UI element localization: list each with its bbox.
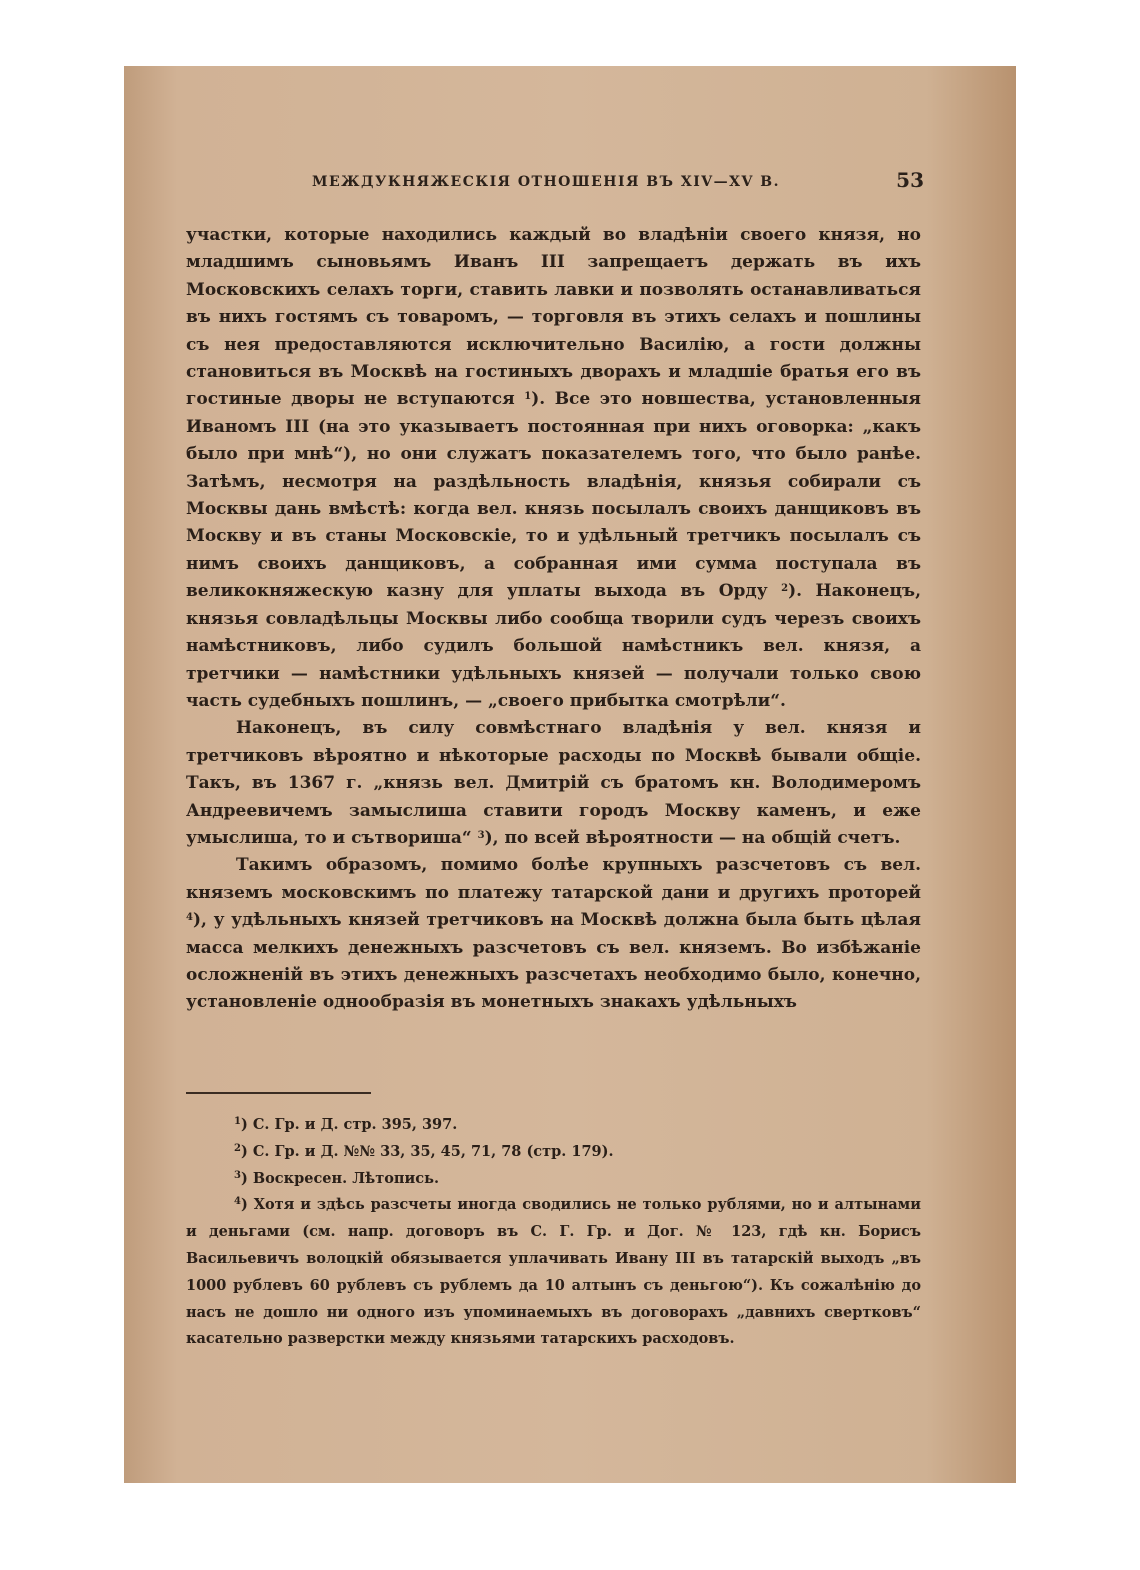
main-text — [186, 222, 921, 1017]
text-segment: ), у удѣльныхъ князей третчиковъ на Москвѣ должна была быть цѣлая масса мелкихъ денежныхъ разсчетовъ съ вел. княземъ. Во избѣжаніе осложненій въ этихъ денежныхъ разсчетахъ необходимо было, конечно, установленіе однообразія въ монетныхъ знакахъ удѣльныхъ — [186, 910, 921, 1013]
page-number: 53 — [896, 168, 924, 192]
book-page — [124, 66, 1016, 1483]
footnote-divider — [186, 1092, 371, 1094]
text-segment: Такимъ образомъ, помимо болѣе крупныхъ разсчетовъ съ вел. княземъ московскимъ по платежу татарской дани и другихъ проторей — [186, 855, 921, 903]
footnote-1 — [186, 1112, 921, 1139]
paragraph-2 — [186, 715, 921, 852]
footnote-ref: 3 — [477, 829, 485, 841]
footnote-2 — [186, 1139, 921, 1166]
footnote-3 — [186, 1166, 921, 1193]
footnote-mark: 4 — [234, 1196, 241, 1208]
footnote-text: ) Воскресен. Лѣтопись. — [240, 1169, 439, 1187]
text-segment: ), по всей вѣроятности — на общій счетъ. — [484, 827, 901, 848]
footnote-mark: 1 — [234, 1116, 241, 1127]
footnote-ref: 2 — [781, 583, 789, 595]
footnote-4 — [186, 1192, 921, 1353]
text-segment: Наконецъ, въ силу совмѣстнаго владѣнія у вел. князя и третчиковъ вѣроятно и нѣкоторые расходы по Москвѣ бывали общіе. Такъ, въ 1367 г. „князь вел. Дмитрій съ братомъ кн. Володимеромъ Андреевичемъ замыслиша ставити городъ Москву каменъ, и еже умыслиша, то и сътвориша“ — [186, 718, 921, 848]
text-segment: ). Наконецъ, князья совладѣльцы Москвы либо сообща творили судъ черезъ своихъ намѣстниковъ, либо судилъ большой намѣстникъ вел. князя, а третчики — намѣстники удѣльныхъ князей — получали только свою часть судебныхъ пошлинъ, — „своего прибытка смотрѣли“. — [186, 581, 921, 711]
footnote-text: ) Хотя и здѣсь разсчеты иногда сводились не только рублями, но и алтынами и деньгами (см. напр. договоръ въ С. Г. Гр. и Дог. № 123, гдѣ кн. Борисъ Васильевичъ волоцкій обязывается уплачивать Ивану III въ татарскій выходъ „въ 1000 рублевъ 60 рублевъ съ рублемъ да 10 алтынъ съ деньгою“). Къ сожалѣнію до насъ не дошло ни одного изъ упоминаемыхъ въ договорахъ „давнихъ свертковъ“ касательно разверстки между князьями татарскихъ расходовъ. — [186, 1196, 921, 1348]
paragraph-1 — [186, 222, 921, 715]
footnote-mark: 3 — [234, 1169, 241, 1181]
text-segment: ). Все это новшества, установленныя Иваномъ III (на это указываетъ постоянная при нихъ оговорка: „какъ было при мнѣ“), но они служатъ показателемъ того, что было ранѣе. Затѣмъ, несмотря на раздѣльность владѣнія, князья собирали съ Москвы дань вмѣстѣ: когда вел. князь посылалъ своихъ данщиковъ въ Москву и въ станы Московскіе, то и удѣльный третчикъ посылалъ съ нимъ своихъ данщиковъ, а собранная ими сумма поступала въ великокняжескую казну для уплаты выхода въ Орду — [186, 389, 921, 602]
running-title: МЕЖДУКНЯЖЕСКІЯ ОТНОШЕНІЯ ВЪ XIV—XV В. — [312, 174, 780, 190]
text-segment: участки, которые находились каждый во владѣніи своего князя, но младшимъ сыновьямъ Иванъ III запрещаетъ держать въ ихъ Московскихъ селахъ торги, ставить лавки и позволять останавливаться въ нихъ гостямъ съ товаромъ, — торговля въ этихъ селахъ и пошлины съ нея предоставляются исключительно Василію, а гости должны становиться въ Москвѣ на гостиныхъ дворахъ и младшіе братья его въ гостиные дворы не вступаются — [186, 225, 921, 410]
paragraph-3 — [186, 852, 921, 1016]
footnote-ref: 4 — [186, 912, 193, 924]
footnote-mark: 2 — [234, 1142, 241, 1154]
footnotes — [186, 1112, 921, 1353]
footnote-text: ) С. Гр. и Д. стр. 395, 397. — [240, 1116, 458, 1133]
footnote-text: ) С. Гр. и Д. №№ 33, 35, 45, 71, 78 (стр. 179). — [240, 1142, 614, 1160]
footnote-ref: 1 — [524, 391, 532, 403]
